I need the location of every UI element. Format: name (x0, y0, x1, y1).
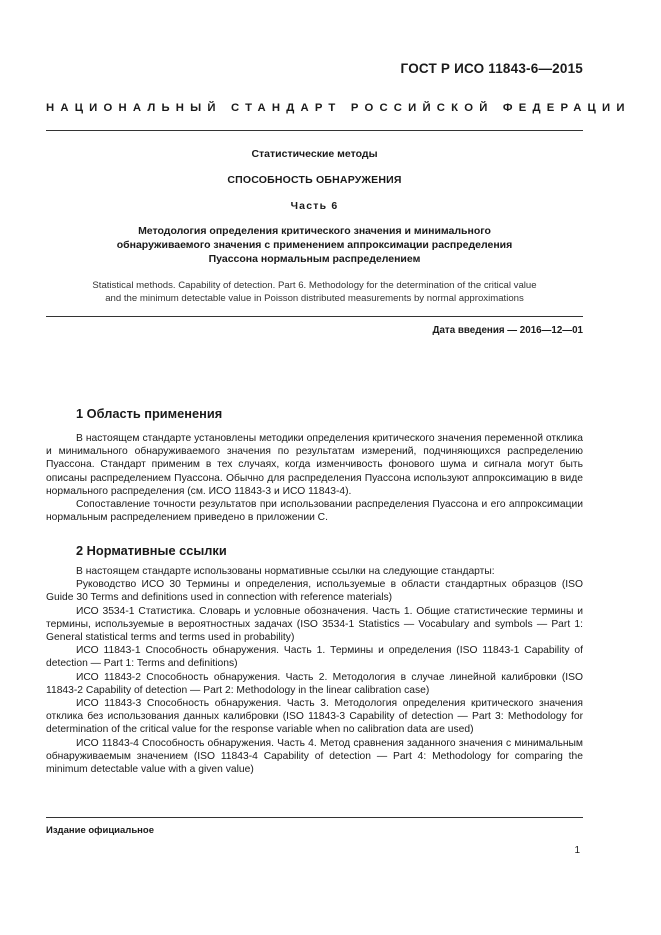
effective-date: Дата введения — 2016—12—01 (432, 325, 583, 336)
english-title-line: and the minimum detectable value in Poisson distributed measurements by normal approximations (105, 293, 524, 304)
english-title-line: Statistical methods. Capability of detection. Part 6. Methodology for the determination of the critical value (92, 280, 537, 291)
standard-part: Часть 6 (290, 200, 339, 212)
standard-subtitle: Статистические методы (251, 148, 378, 160)
section-2-heading: 2 Нормативные ссылки (76, 543, 227, 558)
footer-divider (46, 817, 583, 818)
section-1-heading: 1 Область применения (76, 406, 223, 421)
official-edition-label: Издание официальное (46, 825, 154, 836)
page-number: 1 (574, 845, 580, 856)
reference-item: ИСО 11843-4 Способность обнаружения. Часть 4. Метод сравнения заданного значения с минимальным обнаруживаемым значением (ISO 11843-4 Capability of detection — Part 4: Methodology for comparing the minimum detectable value with a given value) (46, 737, 583, 776)
paragraph: Сопоставление точности результатов при использовании распределения Пуассона и его аппроксимации нормальным распределением приведено в приложении С. (46, 499, 583, 524)
section-2-body (46, 565, 583, 776)
reference-item: Руководство ИСО 30 Термины и определения, используемые в области стандартных образцов (ISO Guide 30 Terms and definitions used in connection with reference materials) (46, 579, 583, 604)
standard-title: СПОСОБНОСТЬ ОБНАРУЖЕНИЯ (227, 174, 402, 186)
reference-item: ИСО 3534-1 Статистика. Словарь и условные обозначения. Часть 1. Общие статистические термины и термины, используемые в вероятностных задачах (ISO 3534-1 Statistics — Vocabulary and symbols — Part 1: General statistical terms and terms used in probability) (46, 605, 583, 644)
national-standard-heading: НАЦИОНАЛЬНЫЙ СТАНДАРТ РОССИЙСКОЙ ФЕДЕРАЦИИ (46, 102, 631, 114)
reference-item: ИСО 11843-2 Способность обнаружения. Часть 2. Методология в случае линейной калибровки (ISO 11843-2 Capability of detection — Part 2: Methodology in the linear calibration case) (46, 671, 583, 696)
subject-line: Пуассона нормальным распределением (208, 253, 421, 265)
section-1-body (46, 432, 583, 524)
subject-line: обнаруживаемого значения с применением аппроксимации распределения (116, 239, 513, 251)
english-title (46, 279, 583, 305)
reference-item: ИСО 11843-1 Способность обнаружения. Часть 1. Термины и определения (ISO 11843-1 Capability of detection — Part 1: Terms and definitions) (46, 645, 583, 670)
reference-item: ИСО 11843-3 Способность обнаружения. Часть 3. Методология определения критического значения отклика без использования данных калибровки (ISO 11843-3 Capability of detection — Part 3: Methodology for determination of the critical value for the response variable when no calibration data are used) (46, 698, 583, 736)
subject-line: Методология определения критического значения и минимального (138, 225, 491, 237)
paragraph: В настоящем стандарте использованы нормативные ссылки на следующие стандарты: (76, 566, 495, 577)
title-divider (46, 316, 583, 317)
document-code: ГОСТ Р ИСО 11843-6—2015 (400, 61, 583, 76)
standard-subject (46, 224, 583, 266)
paragraph: В настоящем стандарте установлены методики определения критического значения переменной отклика и минимального обнаруживаемого значения по результатам измерений, подчиняющихся распределению Пуассона. Стандарт применим в тех случаях, когда изменчивость фонового шума и сигнала могут быть описаны распределением Пуассона. Обычно для распределения Пуассона используют аппроксимацию в виде нормального распределения (см. ИСО 11843-3 и ИСО 11843-4). (46, 433, 583, 497)
header-divider (46, 130, 583, 131)
